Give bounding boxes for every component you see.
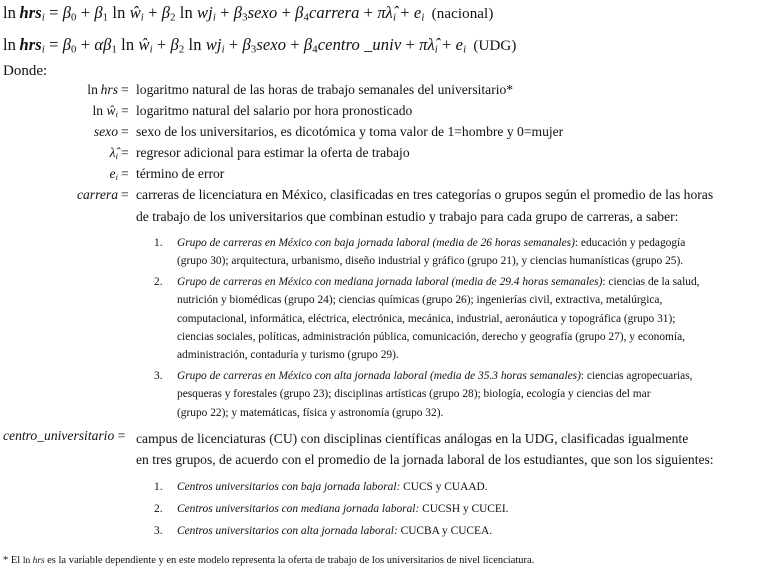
term-lnhrs: ln hrs xyxy=(87,82,118,97)
centro-item-title: Centros universitarios con alta jornada laboral: xyxy=(177,525,398,537)
term-centro-universitario: centro_universitario = xyxy=(3,428,126,443)
group-text: : ciencias de la salud, xyxy=(602,276,700,288)
definition-row-sexo: sexo = sexo de los universitarios, es dicotómica y toma valor de 1=hombre y 0=mujer xyxy=(93,124,564,139)
centro-item-title: Centros universitarios con baja jornada laboral: xyxy=(177,481,401,493)
list-number: 3. xyxy=(154,525,163,537)
definition-desc: logaritmo natural de las horas de trabajo semanales del universitario* xyxy=(136,82,514,97)
term-carrera: carrera xyxy=(76,187,118,202)
group-text: : ciencias agropecuarias, xyxy=(580,370,693,382)
centro-line-1: campus de licenciaturas (CU) con disciplinas científicas análogas en la UDG, clasificadas igualmente xyxy=(136,431,689,446)
definition-desc: logaritmo natural del salario por hora pronosticado xyxy=(136,103,413,118)
carrera-line-1: carreras de licenciatura en México, clasificadas en tres categorías o grupos según el promedio de las horas xyxy=(136,187,714,202)
group-line: ciencias sociales, políticas, administración pública, comunicación, derecho y geografía (grupo 27), y economía, xyxy=(177,330,685,343)
footnote: * El ln hrs es la variable dependiente y en este modelo representa la oferta de trabajo de los universitarios de nivel licenciatura. xyxy=(3,555,535,566)
term-lambda: $\lambdâ_i$ xyxy=(109,145,118,162)
footnote-marker: * El xyxy=(3,555,21,566)
group-title: Grupo de carreras en México con mediana jornada laboral (media de 29.4 horas semanales) xyxy=(177,276,603,288)
group-title: Grupo de carreras en México con baja jornada laboral (media de 26 horas semanales) xyxy=(177,237,575,249)
term-sexo: sexo xyxy=(93,124,118,139)
list-number: 2. xyxy=(154,276,163,288)
list-number: 3. xyxy=(154,370,163,382)
definition-row-lnhrs: ln hrs = logaritmo natural de las horas de trabajo semanales del universitario* xyxy=(87,82,514,97)
group-line: pesqueras y forestales (grupo 23); disciplinas artísticas (grupo 28); biología, ecología y ciencias del mar xyxy=(177,388,651,401)
list-number: 1. xyxy=(154,481,163,493)
centro-item-title: Centros universitarios con mediana jornada laboral: xyxy=(177,503,420,515)
definition-row-lambda: $\lambdâ_i$ = regresor adicional para estimar la oferta de trabajo xyxy=(109,145,410,162)
centro-item-value: CUCSH y CUCEI. xyxy=(419,503,509,515)
group-line: (grupo 22); y matemáticas, física y astronomía (grupo 32). xyxy=(177,406,444,419)
centro-line-2: en tres grupos, de acuerdo con el promedio de la jornada laboral de los estudiantes, que son los siguientes: xyxy=(136,452,714,467)
definition-desc: regresor adicional para estimar la oferta de trabajo xyxy=(136,145,410,160)
centro-item-value: CUCS y CUAAD. xyxy=(400,481,488,493)
group-line: administración, contaduría y turismo (grupo 29). xyxy=(177,349,399,362)
term-lnw: $\ln ŵ_i$ xyxy=(92,103,118,120)
definition-row-lnw: $\ln ŵ_i$ = logaritmo natural del salario por hora pronosticado xyxy=(92,103,413,120)
list-number: 1. xyxy=(154,237,163,249)
equation-label-nacional: (nacional) xyxy=(431,6,494,22)
group-title: Grupo de carreras en México con alta jornada laboral (media de 35.3 horas semanales) xyxy=(177,370,581,382)
equation-udg: $\ln hrs_i = \beta_0 + \alpha\beta_1$ $\ln ŵ_i + \beta_2$ $\ln wj_i$ + $\beta_3sexo$ + $\beta_4centro$ _univ + $\pi\lambdâ_i + e_i$ (UDG) xyxy=(3,35,517,56)
group-line: computacional, informática, eléctrica, electrónica, mecánica, industrial, aeronáutica y topográfica (grupo 31); xyxy=(177,312,676,325)
definition-row-carrera: carrera = carreras de licenciatura en México, clasificadas en tres categorías o grupos según el promedio de las horas xyxy=(76,187,714,202)
equation-label-udg: (UDG) xyxy=(473,38,517,54)
definition-desc: término de error xyxy=(136,166,225,181)
centro-item-value: CUCBA y CUCEA. xyxy=(397,525,493,537)
group-line: (grupo 30); arquitectura, urbanismo, diseño industrial y gráfico (grupo 21), y ciencias humanísticas (grupo 25). xyxy=(177,255,684,268)
definition-row-error: $e_i$ = término de error xyxy=(109,166,225,183)
group-text: : educación y pedagogía xyxy=(574,237,686,249)
group-line: nutrición y biomédicas (grupo 24); ciencias químicas (grupo 26); ingenierías civil, extractiva, metalúrgica, xyxy=(177,294,663,307)
list-number: 2. xyxy=(154,503,163,515)
definition-desc: sexo de los universitarios, es dicotómica y toma valor de 1=hombre y 0=mujer xyxy=(136,124,564,139)
footnote-text: es la variable dependiente y en este modelo representa la oferta de trabajo de los universitarios de nivel licenciatura. xyxy=(47,555,535,566)
donde-heading: Donde: xyxy=(3,63,48,79)
carrera-line-2: de trabajo de los universitarios que combinan estudio y trabajo para cada grupo de carreras, a saber: xyxy=(136,209,679,224)
term-error: $e_i$ xyxy=(109,166,118,183)
equation-nacional: $\ln hrs_i = \beta_0 + \beta_1$ $\ln ŵ_i + \beta_2$ $\ln wj_i$ + $\beta_3sexo$ + $\beta_4carrera$ + $\pi\lambdâ_i + e_i$ (nacional) xyxy=(3,3,494,24)
